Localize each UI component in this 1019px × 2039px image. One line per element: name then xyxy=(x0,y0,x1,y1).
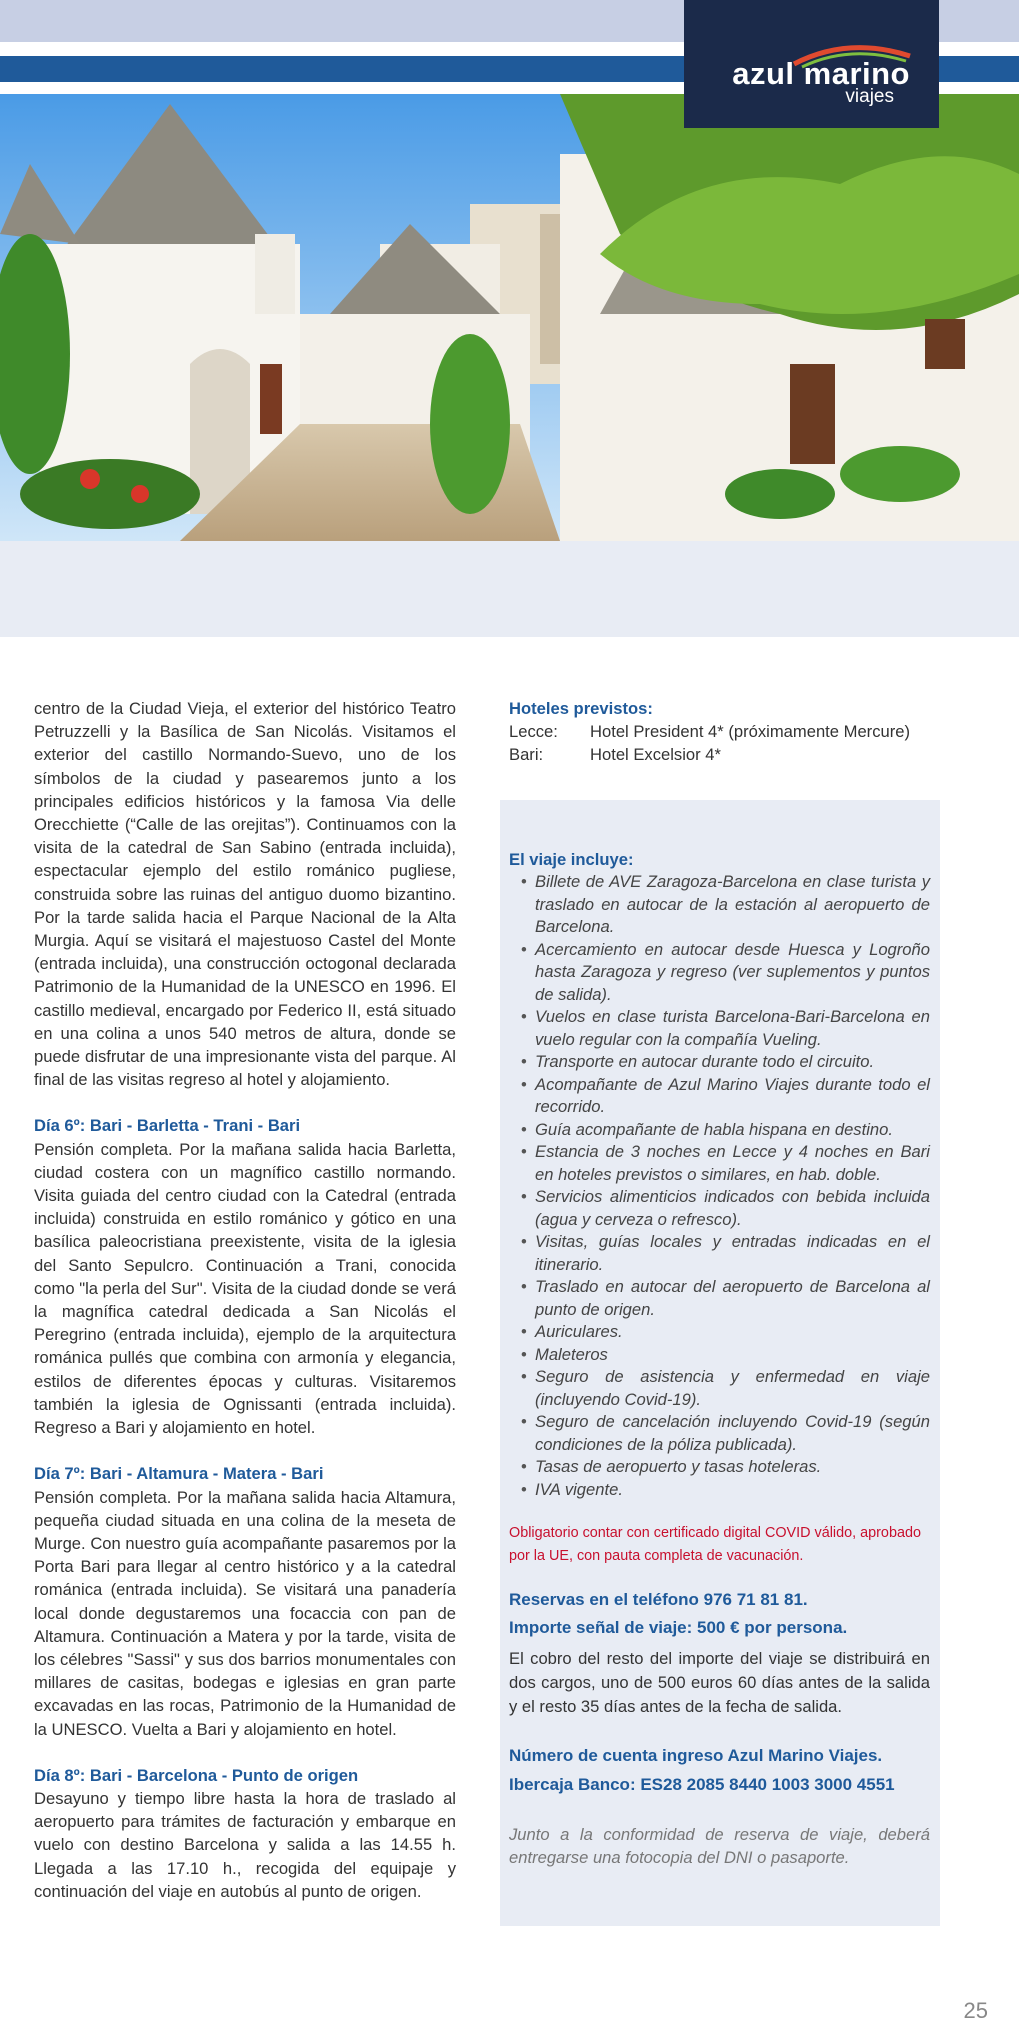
list-item: • Seguro de cancelación incluyendo Covid-19 (según condiciones de la póliza publicada). xyxy=(509,1411,930,1456)
day-6-title: Día 6º: Bari - Barletta - Trani - Bari xyxy=(34,1116,301,1136)
hotel-row xyxy=(509,743,940,766)
trulli-village-photo-icon xyxy=(0,94,1019,541)
includes-title: El viaje incluye: xyxy=(509,850,634,869)
list-item: • Transporte en autocar durante todo el circuito. xyxy=(509,1051,930,1074)
reservation-info xyxy=(509,1586,930,1642)
includes-panel xyxy=(500,800,940,1926)
payment-terms: El cobro del resto del importe del viaje se distribuirá en dos cargos, uno de 500 euros 60 días antes de la salida y el resto 35 días antes de la fecha de salida. xyxy=(509,1649,930,1716)
list-item: • Auriculares. xyxy=(509,1321,930,1344)
list-item: • Visitas, guías locales y entradas indicadas en el itinerario. xyxy=(509,1231,930,1276)
list-item: • Estancia de 3 noches en Lecce y 4 noches en Bari en hoteles previstos o similares, en hab. doble. xyxy=(509,1141,930,1186)
brand-name: azul marino xyxy=(732,56,910,91)
bank-account xyxy=(509,1741,930,1799)
day-7-title: Día 7º: Bari - Altamura - Matera - Bari xyxy=(34,1464,324,1484)
list-item: • Servicios alimenticios indicados con bebida incluida (agua y cerveza o refresco). xyxy=(509,1186,930,1231)
itinerary-intro: centro de la Ciudad Vieja, el exterior del histórico Teatro Petruzzelli y la Basílica de San Nicolás. Visitamos el exterior del castillo Normando-Suevo, uno de los símbolos de la ciudad y pasearemos junto a los principales edificios históricos y la famosa Via delle Orecchiette (“Calle de las orejitas”). Continuamos con la visita de la catedral de San Sabino (entrada incluida), espectacular ejemplo del estilo románico pugliese, construida sobre las ruinas del antiguo duomo bizantino. Por la tarde salida hacia el Parque Nacional de la Alta Murgia. Aquí se visitará el majestuoso Castel del Monte (entrada incluida), una construcción octogonal declarada Patrimonio de la Humanidad de la UNESCO en 1996. El castillo medieval, encargado por Federico II, está situado en una colina a unos 540 metros de altura, donde se puede disfrutar de una impresionante vista del parque. Al final de las visitas regreso al hotel y alojamiento. xyxy=(34,699,456,1090)
bank-account-title: Número de cuenta ingreso Azul Marino Viajes. xyxy=(509,1746,883,1765)
hotel-name: Hotel President 4* (próximamente Mercure) xyxy=(590,722,911,741)
hotel-row xyxy=(509,720,940,743)
list-item: • Tasas de aeropuerto y tasas hoteleras. xyxy=(509,1456,930,1479)
hotel-city: Lecce: xyxy=(509,722,558,741)
list-item: • Guía acompañante de habla hispana en destino. xyxy=(509,1119,930,1142)
day-6-text: Pensión completa. Por la mañana salida hacia Barletta, ciudad costera con un magnífico castillo normando. Visita guiada del centro ciudad con la Catedral (entrada incluida) construida en estilo románico y gótico en una basílica paleocristiana preexistente, visita de la iglesia del Santo Sepulcro. Continuación a Trani, conocida como "la perla del Sur". Visita de la ciudad donde se verá la magnífica catedral dedicada a San Nicolás el Peregrino (entrada incluida), ejemplo de la arquitectura románica pullés que combina con armonía y elegancia, estilos de diferentes épocas y culturas. Visitaremos también la iglesia de Ognissanti (entrada incluida). Regreso a Bari y alojamiento en hotel. xyxy=(34,1139,456,1438)
image-caption-band xyxy=(0,541,1019,637)
list-item: • Vuelos en clase turista Barcelona-Bari-Barcelona en vuelo regular con la compañía Vueling. xyxy=(509,1006,930,1051)
list-item: • Acompañante de Azul Marino Viajes durante todo el recorrido. xyxy=(509,1074,930,1119)
bank-account-number: Ibercaja Banco: ES28 2085 8440 1003 3000 4551 xyxy=(509,1775,895,1794)
list-item: • Acercamiento en autocar desde Huesca y Logroño hasta Zaragoza y regreso (ver suplementos y puntos de salida). xyxy=(509,939,930,1007)
brand-logo xyxy=(684,0,939,128)
list-item: • IVA vigente. xyxy=(509,1479,930,1502)
id-document-notice: Junto a la conformidad de reserva de viaje, deberá entregarse una fotocopia del DNI o pasaporte. xyxy=(509,1825,930,1867)
list-item: • Traslado en autocar del aeropuerto de Barcelona al punto de origen. xyxy=(509,1276,930,1321)
hotel-name: Hotel Excelsior 4* xyxy=(590,745,721,764)
brand-subtitle: viajes xyxy=(845,86,894,107)
day-8-text: Desayuno y tiempo libre hasta la hora de traslado al aeropuerto para trámites de facturación y embarque en vuelo con destino Barcelona y salida a las 14.55 h. Llegada a las 17.10 h., recogida del equipaje y continuación del viaje en autobús al punto de origen. xyxy=(34,1788,456,1901)
day-8-title: Día 8º: Bari - Barcelona - Punto de origen xyxy=(34,1765,359,1785)
covid-notice: Obligatorio contar con certificado digital COVID válido, aprobado por la UE, con pauta completa de vacunación. xyxy=(509,1525,921,1564)
includes-list xyxy=(509,871,930,1501)
hotel-city: Bari: xyxy=(509,745,544,764)
day-7-text: Pensión completa. Por la mañana salida hacia Altamura, pequeña ciudad situada en una colina de la meseta de Murge. Con nuestro guía acompañante pasaremos por la Porta Bari para llegar al centro histórico y a la catedral románica (entrada incluida). Se visitará una panadería local donde degustaremos una focaccia con pan de Altamura. Continuación a Matera y por la tarde, visita de los célebres "Sassi" y sus dos barrios monumentales con millares de casitas, bodegas e iglesias en gran parte excavadas en las rocas, Patrimonio de la Humanidad de la UNESCO. Vuelta a Bari y alojamiento en hotel. xyxy=(34,1487,456,1739)
reservation-phone: Reservas en el teléfono 976 71 81 81. xyxy=(509,1590,808,1609)
page-number: 25 xyxy=(963,1998,988,2023)
itinerary-column xyxy=(34,697,456,1903)
hero-photo xyxy=(0,94,1019,541)
hotels-section xyxy=(500,697,940,766)
deposit-amount: Importe señal de viaje: 500 € por persona. xyxy=(509,1618,848,1637)
list-item: • Seguro de asistencia y enfermedad en viaje (incluyendo Covid-19). xyxy=(509,1366,930,1411)
list-item: • Maleteros xyxy=(509,1344,930,1367)
list-item: • Billete de AVE Zaragoza-Barcelona en clase turista y traslado en autocar de la estación al aeropuerto de Barcelona. xyxy=(509,871,930,939)
hotels-title: Hoteles previstos: xyxy=(509,699,653,718)
